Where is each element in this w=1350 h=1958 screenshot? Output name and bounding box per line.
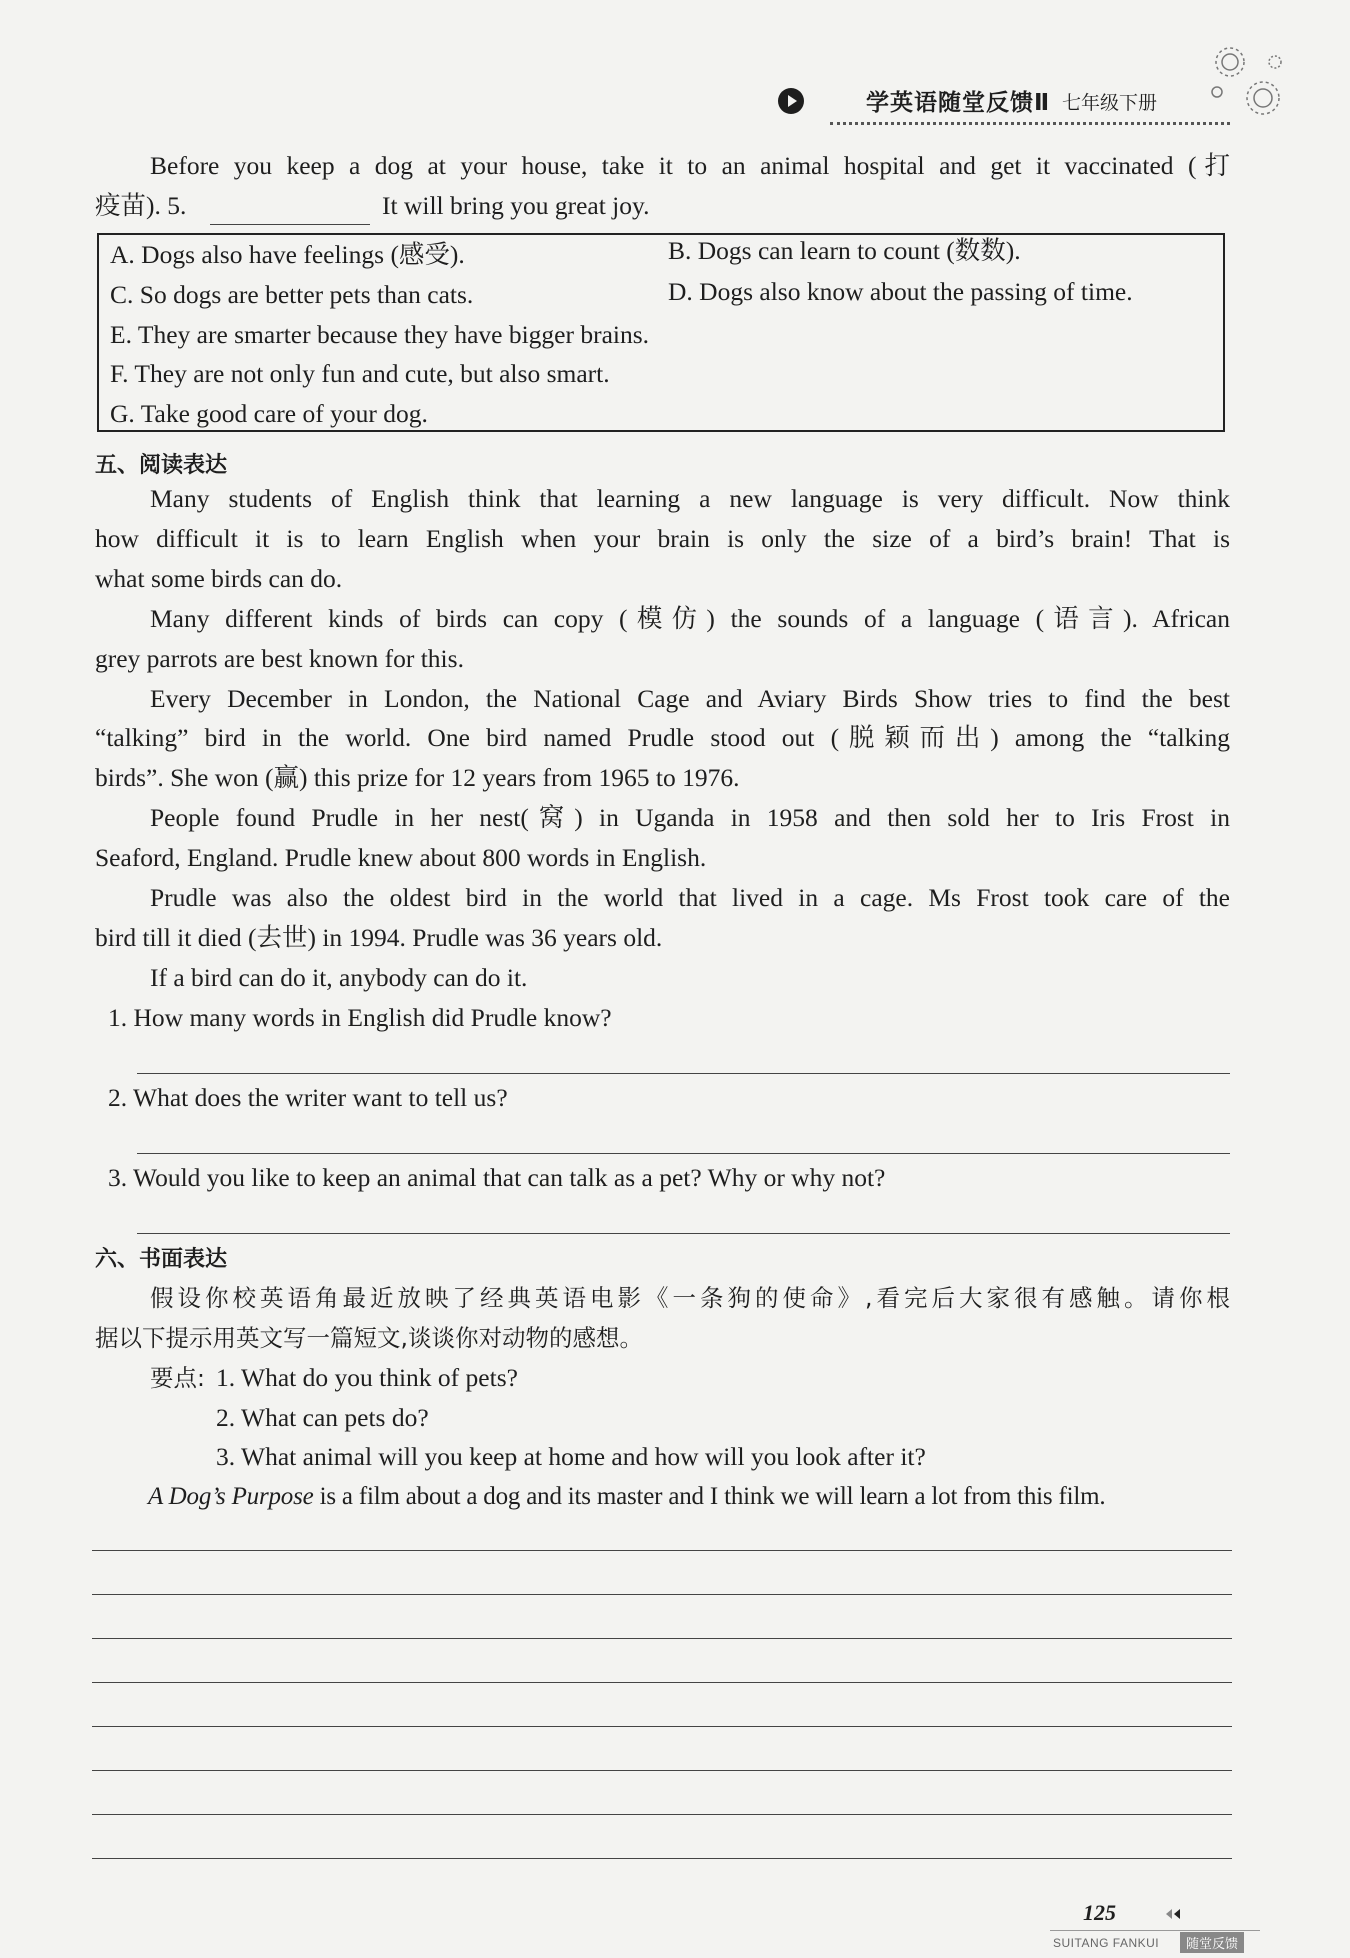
passage-line: Seaford, England. Prudle knew about 800 words in English. xyxy=(95,843,707,872)
question-1-answer-line[interactable] xyxy=(137,1073,1230,1074)
question-3-answer-line[interactable] xyxy=(137,1233,1230,1234)
book-title: 学英语随堂反馈Ⅱ xyxy=(866,90,1051,116)
option-a: A. Dogs also have feelings (感受). xyxy=(110,240,465,269)
writing-line[interactable] xyxy=(92,1682,1232,1683)
option-g: G. Take good care of your dog. xyxy=(110,399,428,428)
writing-line[interactable] xyxy=(92,1594,1232,1595)
starter-text: is a film about a dog and its master and I think we will learn a lot from this film. xyxy=(313,1483,1106,1510)
passage-line: If a bird can do it, anybody can do it. xyxy=(150,963,528,992)
writing-line[interactable] xyxy=(92,1726,1232,1727)
footer-rule xyxy=(1050,1930,1260,1931)
section-5-title: 五、阅读表达 xyxy=(95,453,228,478)
question-1: 1. How many words in English did Prudle know? xyxy=(108,1003,612,1032)
passage-line: grey parrots are best known for this. xyxy=(95,644,464,673)
passage-line: People found Prudle in her nest(窝) in Uganda in 1958 and then sold her to Iris Frost in xyxy=(150,803,1230,832)
blank-5-label: 疫苗). 5. xyxy=(95,191,187,220)
book-grade: 七年级下册 xyxy=(1062,92,1158,114)
flower-decoration-icon xyxy=(1195,40,1295,140)
points-label: 要点: xyxy=(150,1364,205,1392)
option-f: F. They are not only fun and cute, but also smart. xyxy=(110,359,610,388)
question-2-answer-line[interactable] xyxy=(137,1153,1230,1154)
footer-brand-pinyin: SUITANG FANKUI xyxy=(1053,1936,1160,1950)
passage-line: It will bring you great joy. xyxy=(382,191,650,220)
passage-line: what some birds can do. xyxy=(95,564,343,593)
writing-point-2: 2. What can pets do? xyxy=(216,1403,429,1432)
section-6-title: 六、书面表达 xyxy=(95,1247,228,1272)
writing-line[interactable] xyxy=(92,1550,1232,1551)
question-2: 2. What does the writer want to tell us? xyxy=(108,1083,508,1112)
footer-brand-badge: 随堂反馈 xyxy=(1180,1932,1244,1953)
passage-line: how difficult it is to learn English when your brain is only the size of a bird’s brain! That is xyxy=(95,524,1230,553)
writing-line[interactable] xyxy=(92,1770,1232,1771)
option-e: E. They are smarter because they have bigger brains. xyxy=(110,320,650,349)
option-c: C. So dogs are better pets than cats. xyxy=(110,280,474,309)
passage-line: Every December in London, the National Cage and Aviary Birds Show tries to find the best xyxy=(150,684,1230,713)
passage-line-blank-5 xyxy=(95,190,186,222)
page-number: 125 xyxy=(1083,1900,1116,1925)
writing-line[interactable] xyxy=(92,1858,1232,1859)
header-play-icon xyxy=(778,88,804,114)
header-dotted-rule xyxy=(830,122,1230,125)
passage-line: “talking” bird in the world. One bird named Prudle stood out (脱颖而出) among the “talking xyxy=(95,723,1230,752)
option-d: D. Dogs also know about the passing of time. xyxy=(668,277,1133,306)
writing-point-3: 3. What animal will you keep at home and how will you look after it? xyxy=(216,1442,926,1471)
passage-line: Prudle was also the oldest bird in the world that lived in a cage. Ms Frost took care of the xyxy=(150,883,1230,912)
option-b: B. Dogs can learn to count (数数). xyxy=(668,236,1021,265)
film-title: A Dog’s Purpose xyxy=(148,1483,314,1510)
passage-line: birds”. She won (赢) this prize for 12 years from 1965 to 1976. xyxy=(95,763,740,792)
blank-5-answer-line[interactable] xyxy=(210,224,370,225)
writing-prompt-line: 假设你校英语角最近放映了经典英语电影《一条狗的使命》,看完后大家很有感触。请你根 xyxy=(150,1284,1230,1312)
writing-starter-sentence xyxy=(148,1481,1105,1513)
footer-arrow-icon xyxy=(1162,1907,1184,1925)
writing-line[interactable] xyxy=(92,1814,1232,1815)
passage-line: Many different kinds of birds can copy (模仿) the sounds of a language (语言). African xyxy=(150,604,1230,633)
writing-line[interactable] xyxy=(92,1638,1232,1639)
writing-prompt-line: 据以下提示用英文写一篇短文,谈谈你对动物的感想。 xyxy=(95,1324,643,1352)
passage-line: bird till it died (去世) in 1994. Prudle was 36 years old. xyxy=(95,923,663,952)
passage-line: Before you keep a dog at your house, take it to an animal hospital and get it vaccinated (打 xyxy=(150,151,1230,180)
passage-line: Many students of English think that learning a new language is very difficult. Now think xyxy=(150,484,1230,513)
question-3: 3. Would you like to keep an animal that can talk as a pet? Why or why not? xyxy=(108,1163,886,1192)
writing-point-1: 1. What do you think of pets? xyxy=(216,1363,518,1392)
